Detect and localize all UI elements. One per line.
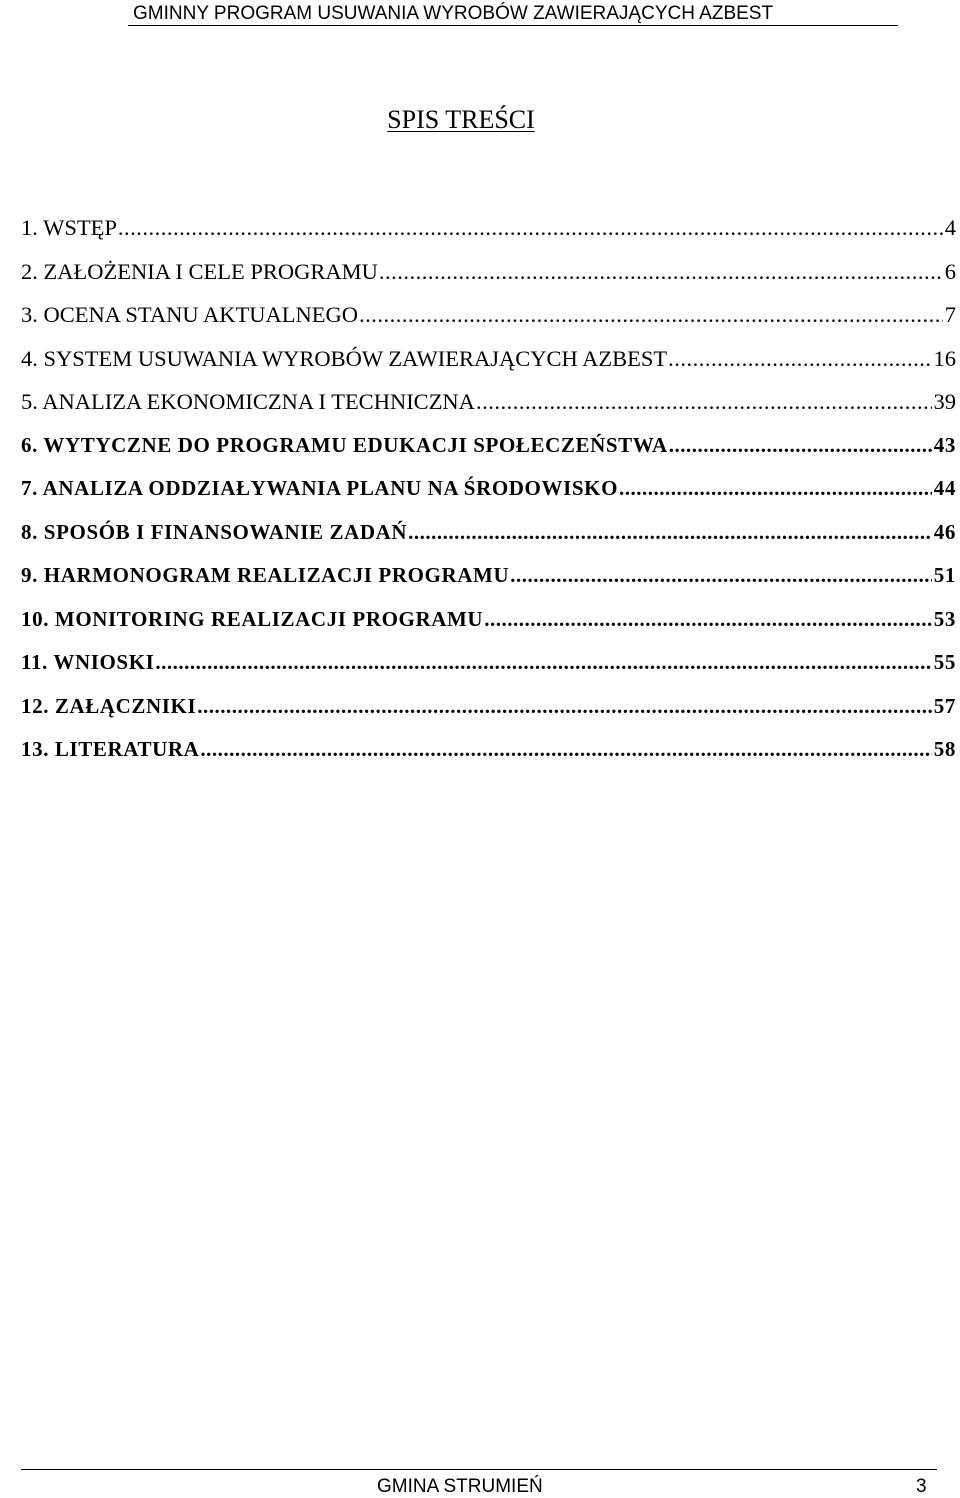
toc-entry-11[interactable] — [21, 641, 956, 685]
toc-entry-page: 58 — [933, 737, 956, 761]
page-header — [128, 3, 898, 26]
toc-entry-label: 5. ANALIZA EKONOMICZNA I TECHNICZNA — [21, 389, 475, 414]
toc-entry-page: 4 — [944, 215, 956, 240]
toc-entry-label: 10. MONITORING REALIZACJI PROGRAMU — [21, 606, 484, 631]
toc-dot-leader — [476, 380, 932, 424]
toc-dot-leader — [197, 685, 932, 729]
toc-entry-label: 9. HARMONOGRAM REALIZACJI PROGRAMU — [21, 563, 510, 587]
toc-entry-13[interactable] — [21, 728, 956, 772]
toc-entry-page: 7 — [944, 302, 956, 327]
toc-entry-label: 6. WYTYCZNE DO PROGRAMU EDUKACJI SPOŁECZEŃSTWA — [21, 432, 668, 457]
toc-dot-leader — [155, 641, 931, 685]
toc-entry-page: 43 — [933, 432, 956, 457]
toc-entry-7[interactable] — [21, 467, 956, 511]
toc-dot-leader — [619, 467, 932, 511]
toc-entry-label: 7. ANALIZA ODDZIAŁYWANIA PLANU NA ŚRODOWISKO — [21, 476, 618, 500]
toc-title-text: SPIS TREŚCI — [387, 105, 535, 134]
toc-entry-page: 46 — [933, 519, 956, 544]
toc-entry-label: 8. SPOSÓB I FINANSOWANIE ZADAŃ — [21, 519, 408, 544]
toc-entry-8[interactable] — [21, 511, 956, 555]
header-title: GMINNY PROGRAM USUWANIA WYROBÓW ZAWIERAJĄCYCH AZBEST — [133, 3, 774, 24]
toc-dot-leader — [510, 554, 932, 598]
footer-divider — [21, 1469, 937, 1470]
toc-entry-label: 4. SYSTEM USUWANIA WYROBÓW ZAWIERAJĄCYCH AZBEST — [21, 345, 668, 371]
toc-dot-leader — [359, 293, 943, 337]
toc-entry-1[interactable] — [21, 206, 956, 250]
toc-entry-page: 51 — [933, 563, 956, 587]
toc-entry-label: 11. WNIOSKI — [21, 650, 155, 674]
toc-dot-leader — [668, 337, 931, 381]
toc-entry-3[interactable] — [21, 293, 956, 337]
toc-entry-page: 53 — [933, 606, 956, 631]
toc-entry-label: 12. ZAŁĄCZNIKI — [21, 693, 197, 718]
toc-dot-leader — [669, 424, 932, 468]
toc-entry-4[interactable] — [21, 337, 956, 381]
toc-dot-leader — [200, 728, 931, 772]
footer-municipality: GMINA STRUMIEŃ — [377, 1476, 543, 1497]
toc-entry-page: 6 — [944, 258, 956, 284]
toc-entry-page: 44 — [933, 476, 956, 500]
toc-title — [0, 104, 922, 136]
toc-entry-page: 16 — [933, 345, 956, 371]
toc-entry-10[interactable] — [21, 598, 956, 642]
toc-entry-page: 55 — [933, 650, 956, 674]
toc-entry-label: 3. OCENA STANU AKTUALNEGO — [21, 302, 358, 327]
toc-entry-5[interactable] — [21, 380, 956, 424]
toc-dot-leader — [484, 598, 932, 642]
toc-dot-leader — [379, 250, 943, 294]
toc-entry-9[interactable] — [21, 554, 956, 598]
toc-entry-label: 1. WSTĘP — [21, 215, 117, 240]
toc-entry-page: 39 — [933, 389, 956, 414]
table-of-contents — [21, 206, 956, 772]
toc-entry-page: 57 — [933, 693, 956, 718]
toc-entry-label: 13. LITERATURA — [21, 737, 200, 761]
toc-entry-12[interactable] — [21, 685, 956, 729]
toc-dot-leader — [408, 511, 932, 555]
toc-entry-label: 2. ZAŁOŻENIA I CELE PROGRAMU — [21, 258, 378, 284]
toc-dot-leader — [118, 206, 943, 250]
toc-entry-6[interactable] — [21, 424, 956, 468]
toc-entry-2[interactable] — [21, 250, 956, 294]
footer-page-number: 3 — [916, 1476, 927, 1497]
